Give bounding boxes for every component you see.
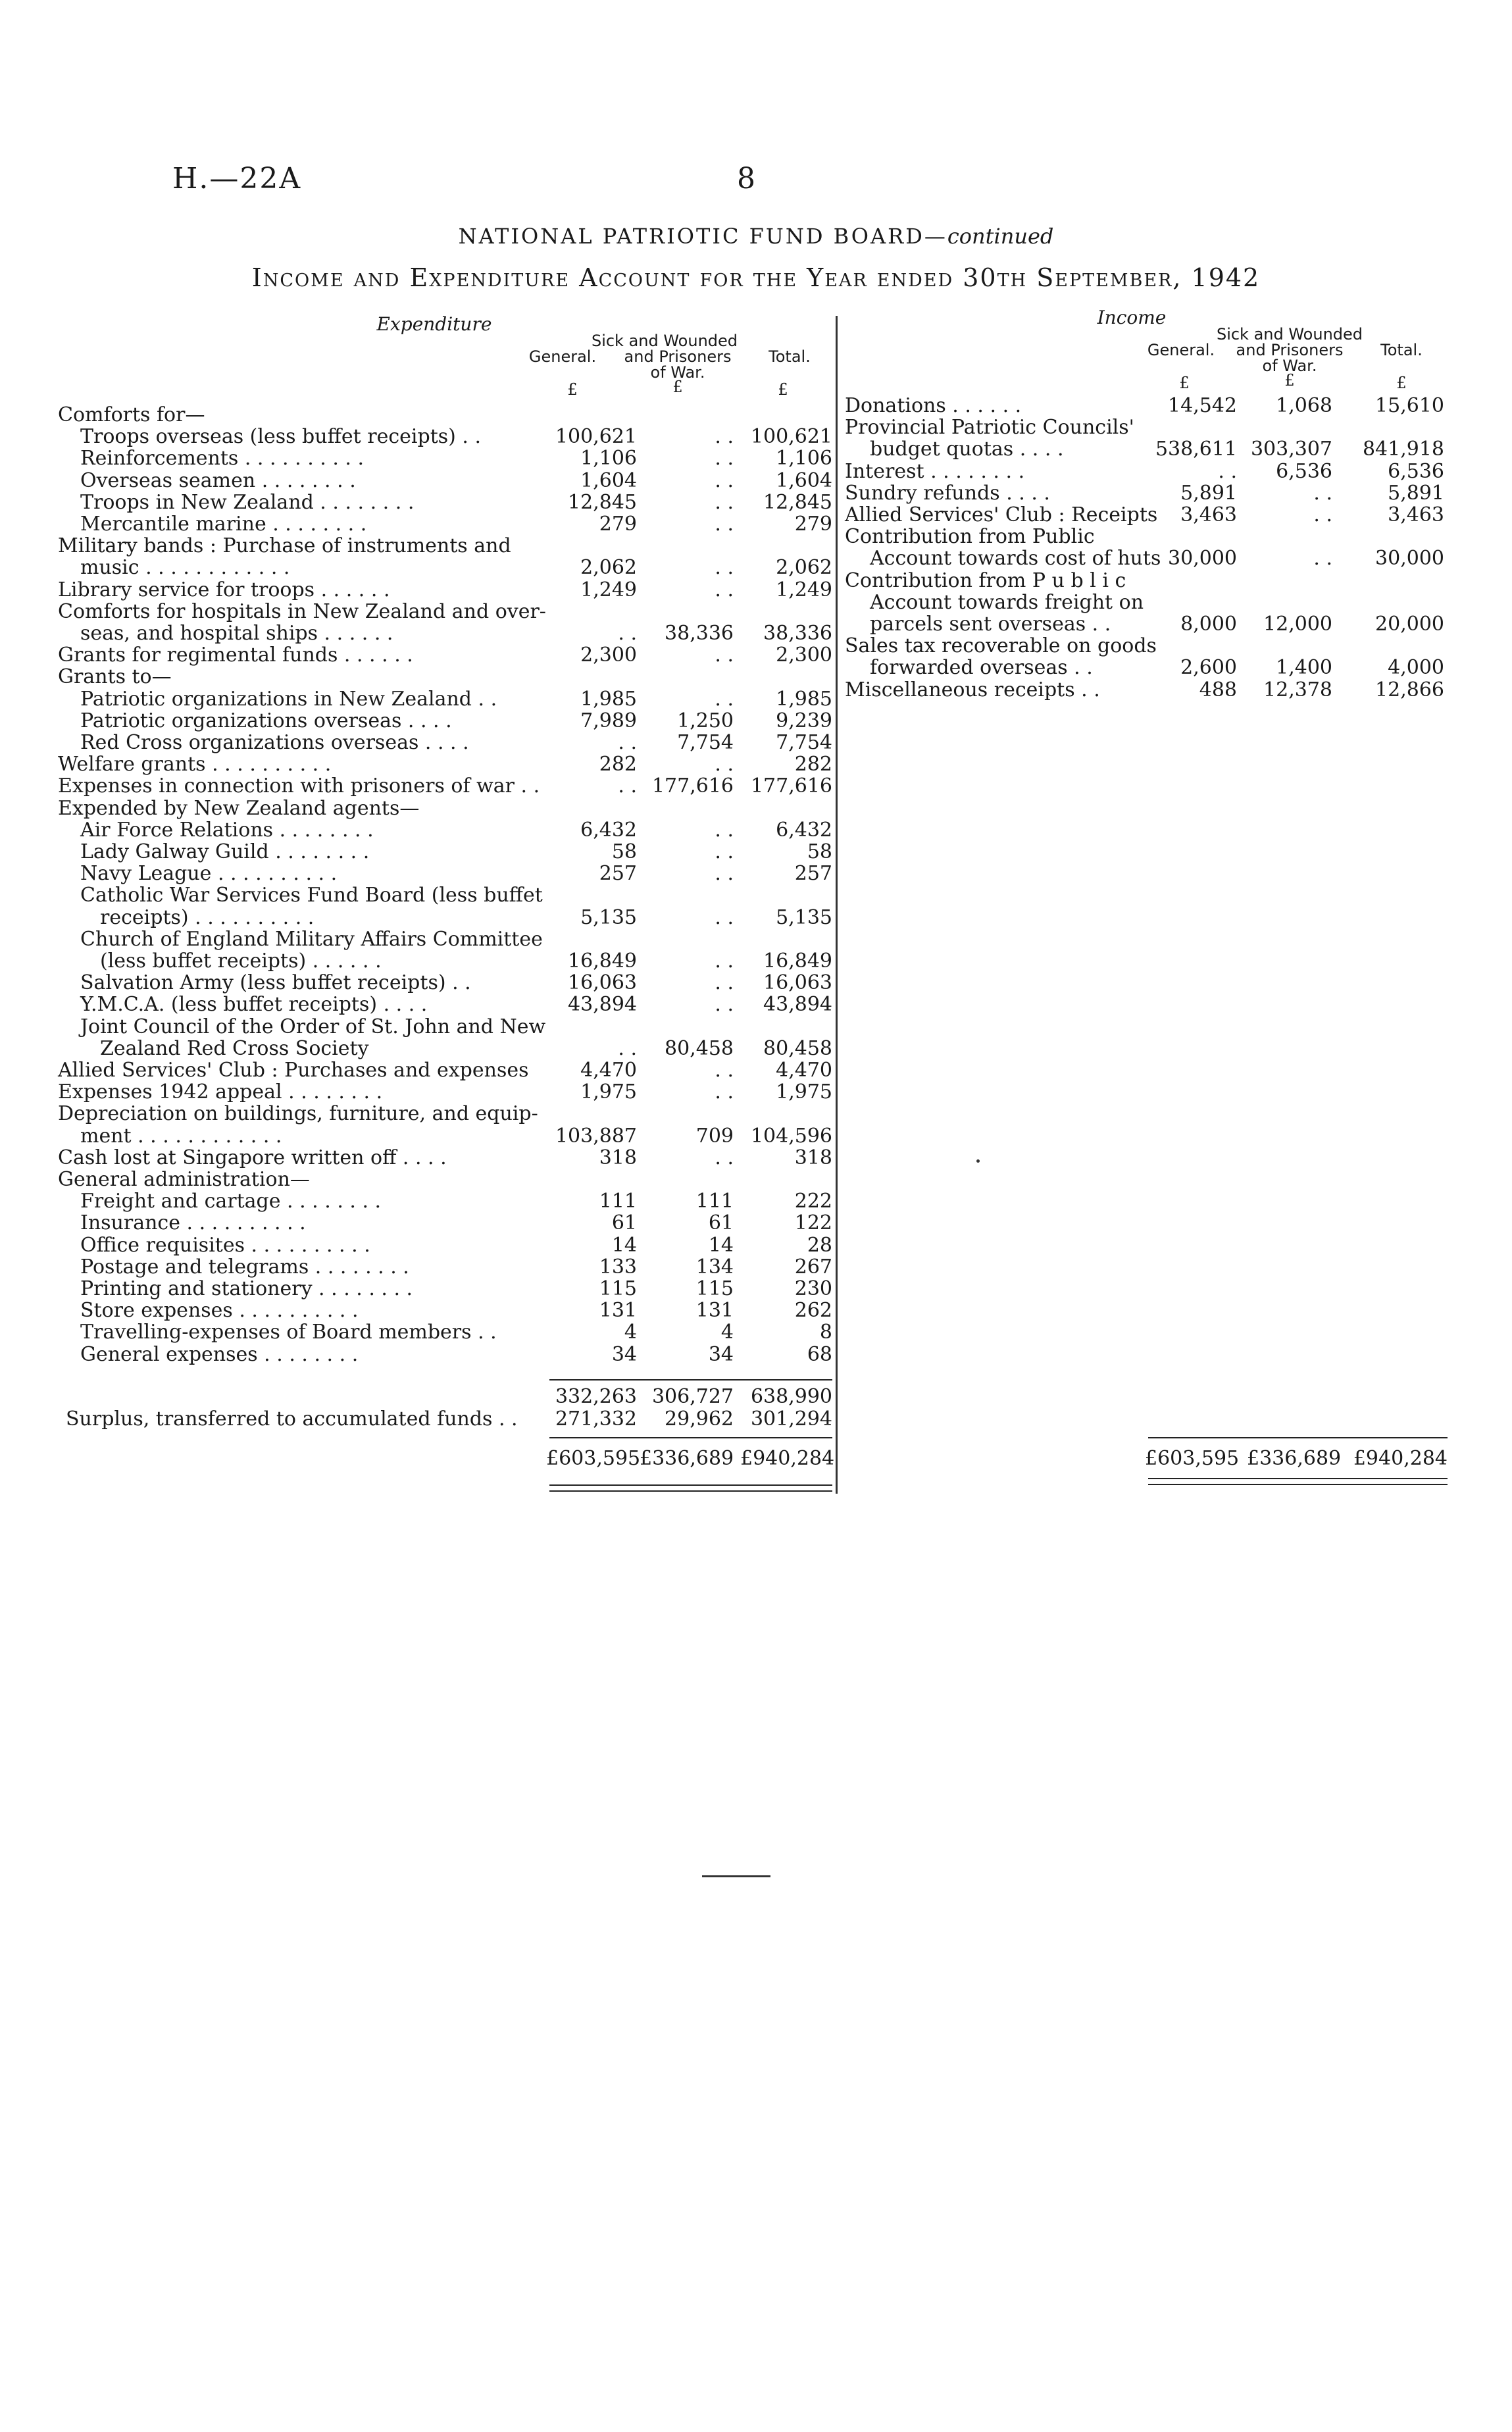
expenditure-cell-s: 134 (695, 1255, 734, 1279)
expenditure-cell-s: . . (715, 905, 734, 929)
expenditure-cell-s: . . (715, 1146, 734, 1169)
expenditure-cell-s: 177,616 (651, 774, 734, 798)
income-cell-t: 841,918 (1362, 438, 1444, 461)
inc-grand-total: £940,284 (1353, 1447, 1448, 1470)
closing-rule (702, 1875, 770, 1877)
expenditure-row-label: Postage and telegrams . . . . . . . . (80, 1255, 409, 1279)
expenditure-row-label: Cash lost at Singapore written off . . . . (58, 1146, 447, 1169)
inc-double-rule (1148, 1478, 1448, 1485)
expenditure-row-label: music . . . . . . . . . . . . (80, 556, 290, 580)
income-cell-t: 15,610 (1375, 394, 1444, 417)
expenditure-cell-g: 16,063 (568, 971, 637, 995)
expenditure-row-label: Expenses 1942 appeal . . . . . . . . (58, 1080, 383, 1104)
expenditure-row-label: Store expenses . . . . . . . . . . (80, 1299, 359, 1323)
expenditure-cell-s: . . (715, 971, 734, 995)
expenditure-cell-g: . . (618, 731, 637, 754)
expenditure-cell-t: 28 (807, 1233, 832, 1257)
expenditure-cell-s: . . (715, 513, 734, 536)
expenditure-cell-s: . . (715, 753, 734, 776)
expenditure-cell-t: 6,432 (776, 818, 832, 842)
expenditure-row-label: Travelling-expenses of Board members . . (80, 1321, 497, 1344)
page-number: 8 (737, 162, 755, 195)
expenditure-cell-s: . . (715, 950, 734, 973)
income-cell-s: 12,000 (1263, 613, 1332, 636)
inc-sick-header-3: of War. (1262, 357, 1317, 375)
expenditure-cell-g: 257 (599, 862, 637, 886)
exp-currency-sick: £ (672, 378, 683, 396)
expenditure-cell-t: 282 (794, 753, 832, 776)
expenditure-row-label: Troops in New Zealand . . . . . . . . (80, 490, 415, 514)
expenditure-cell-g: 61 (611, 1211, 637, 1235)
expenditure-row-label: General expenses . . . . . . . . (80, 1342, 359, 1366)
expenditure-cell-g: 2,300 (580, 644, 637, 667)
expenditure-cell-g: 1,249 (580, 578, 637, 601)
inc-currency-total: £ (1396, 374, 1407, 392)
income-cell-t: 5,891 (1388, 481, 1444, 505)
expenditure-cell-s: . . (715, 862, 734, 886)
exp-surplus-label: Surplus, transferred to accumulated funds . . (66, 1407, 518, 1431)
expenditure-cell-t: 122 (794, 1211, 832, 1235)
income-cell-g: 538,611 (1155, 438, 1237, 461)
income-cell-t: 12,866 (1375, 678, 1444, 701)
expenditure-row-label: receipts) . . . . . . . . . . (100, 905, 315, 929)
income-row-label: Miscellaneous receipts . . (845, 678, 1100, 701)
expenditure-cell-s: . . (715, 687, 734, 711)
expenditure-row-label: Overseas seamen . . . . . . . . (80, 469, 356, 492)
expenditure-row-label: Mercantile marine . . . . . . . . (80, 513, 367, 536)
expenditure-row-label: Patriotic organizations overseas . . . . (80, 709, 452, 732)
income-cell-t: 6,536 (1388, 459, 1444, 483)
expenditure-row-label: ment . . . . . . . . . . . . (80, 1124, 282, 1148)
expenditure-cell-t: 104,596 (750, 1124, 832, 1148)
income-row-label: Donations . . . . . . (845, 394, 1022, 417)
expenditure-cell-s: . . (715, 469, 734, 492)
exp-grand-general: £603,595 (546, 1447, 641, 1470)
expenditure-cell-g: 6,432 (580, 818, 637, 842)
expenditure-cell-g: 43,894 (568, 993, 637, 1017)
expenditure-row-label: Air Force Relations . . . . . . . . (80, 818, 374, 842)
expenditure-row-label: Troops overseas (less buffet receipts) . . (80, 425, 481, 449)
income-row-label: Account towards cost of huts (870, 547, 1161, 570)
inc-grand-sick: £336,689 (1247, 1447, 1342, 1470)
expenditure-cell-t: 43,894 (763, 993, 832, 1017)
board-title: NATIONAL PATRIOTIC FUND BOARD— (458, 224, 947, 249)
expenditure-row-label: Grants to— (58, 665, 172, 689)
expenditure-cell-t: 1,249 (776, 578, 832, 601)
income-row-label: Sundry refunds . . . . (845, 481, 1050, 505)
expenditure-row-label: Zealand Red Cross Society (100, 1036, 369, 1060)
income-row-label: Interest . . . . . . . . (845, 459, 1025, 483)
expenditure-row-label: Catholic War Services Fund Board (less buffet (80, 884, 543, 907)
expenditure-cell-g: 318 (599, 1146, 637, 1169)
expenditure-cell-s: 1,250 (677, 709, 734, 732)
expenditure-row-label: Reinforcements . . . . . . . . . . (80, 447, 365, 470)
expenditure-cell-s: 111 (695, 1190, 734, 1213)
income-cell-t: 20,000 (1375, 613, 1444, 636)
income-cell-s: . . (1313, 503, 1332, 526)
expenditure-cell-s: 14 (708, 1233, 734, 1257)
expenditure-cell-s: 38,336 (665, 622, 734, 645)
exp-surplus-general: 271,332 (555, 1407, 637, 1431)
income-row-label: Sales tax recoverable on goods (845, 634, 1157, 658)
income-row-label: Contribution from Public (845, 525, 1095, 549)
exp-total-header: Total. (769, 347, 811, 366)
expenditure-row-label: Comforts for hospitals in New Zealand and over- (58, 599, 546, 623)
expenditure-cell-s: . . (715, 1080, 734, 1104)
expenditure-cell-s: 34 (708, 1342, 734, 1366)
inc-sick-header-2: and Prisoners (1236, 341, 1344, 359)
expenditure-cell-t: 222 (794, 1190, 832, 1213)
expenditure-cell-g: 1,604 (580, 469, 637, 492)
exp-surplus-sick: 29,962 (665, 1407, 734, 1431)
expenditure-cell-t: 177,616 (750, 774, 832, 798)
expenditure-cell-s: 80,458 (665, 1036, 734, 1060)
income-cell-t: 4,000 (1388, 656, 1444, 680)
inc-currency-sick: £ (1284, 371, 1295, 390)
expenditure-cell-s: 7,754 (677, 731, 734, 754)
board-title-continued: continued (947, 224, 1054, 249)
income-cell-s: 303,307 (1250, 438, 1332, 461)
expenditure-cell-g: 58 (611, 840, 637, 863)
expenditure-row-label: Grants for regimental funds . . . . . . (58, 644, 413, 667)
expenditure-cell-t: 2,062 (776, 556, 832, 580)
expenditure-row-label: Comforts for— (58, 403, 205, 426)
income-row-label: forwarded overseas . . (870, 656, 1093, 680)
expenditure-cell-g: 2,062 (580, 556, 637, 580)
income-cell-s: 1,068 (1276, 394, 1332, 417)
expenditure-row-label: Office requisites . . . . . . . . . . (80, 1233, 370, 1257)
expenditure-cell-g: 282 (599, 753, 637, 776)
expenditure-cell-g: 1,985 (580, 687, 637, 711)
expenditure-cell-s: . . (715, 490, 734, 514)
expenditure-cell-g: 5,135 (580, 905, 637, 929)
expenditure-cell-t: 68 (807, 1342, 832, 1366)
inc-total-header: Total. (1380, 341, 1423, 359)
inc-total-rule (1148, 1437, 1448, 1438)
expenditure-cell-g: 111 (599, 1190, 637, 1213)
board-heading (0, 224, 1512, 249)
expenditure-row-label: Church of England Military Affairs Committee (80, 927, 543, 951)
income-cell-s: 6,536 (1276, 459, 1332, 483)
expenditure-row-label: Salvation Army (less buffet receipts) . . (80, 971, 471, 995)
expenditure-cell-t: 1,604 (776, 469, 832, 492)
expenditure-cell-g: 133 (599, 1255, 637, 1279)
expenditure-cell-s: . . (715, 644, 734, 667)
expenditure-cell-g: 4 (624, 1321, 637, 1344)
exp-currency-general: £ (567, 380, 578, 399)
expenditure-cell-t: 2,300 (776, 644, 832, 667)
expenditure-row-label: Depreciation on buildings, furniture, and equip- (58, 1102, 538, 1126)
income-cell-s: 12,378 (1263, 678, 1332, 701)
expenditure-cell-s: . . (715, 578, 734, 601)
income-title: Income (1097, 307, 1167, 328)
expenditure-cell-t: 1,985 (776, 687, 832, 711)
expenditure-cell-t: 100,621 (750, 425, 832, 449)
exp-subtotal-sick: 306,727 (651, 1385, 734, 1408)
income-cell-g: . . (1218, 459, 1237, 483)
income-row-label: parcels sent overseas . . (870, 613, 1111, 636)
income-cell-s: . . (1313, 481, 1332, 505)
expenditure-cell-t: 38,336 (763, 622, 832, 645)
expenditure-cell-g: 1,106 (580, 447, 637, 470)
expenditure-cell-g: 12,845 (568, 490, 637, 514)
expenditure-cell-s: 131 (695, 1299, 734, 1323)
expenditure-cell-t: 80,458 (763, 1036, 832, 1060)
exp-sick-header-1: Sick and Wounded (591, 332, 738, 350)
expenditure-cell-g: 7,989 (580, 709, 637, 732)
exp-subtotal-total: 638,990 (750, 1385, 832, 1408)
income-row-label: Account towards freight on (870, 590, 1144, 614)
expenditure-row-label: Patriotic organizations in New Zealand . . (80, 687, 497, 711)
inc-sick-header-1: Sick and Wounded (1216, 325, 1363, 343)
expenditure-cell-s: . . (715, 1059, 734, 1082)
expenditure-row-label: Insurance . . . . . . . . . . (80, 1211, 306, 1235)
expenditure-cell-g: . . (618, 1036, 637, 1060)
expenditure-cell-t: 279 (794, 513, 832, 536)
income-row-label: Allied Services' Club : Receipts (845, 503, 1158, 526)
expenditure-cell-t: 1,975 (776, 1080, 832, 1104)
expenditure-cell-t: 257 (794, 862, 832, 886)
inc-currency-general: £ (1179, 374, 1190, 392)
income-cell-g: 14,542 (1168, 394, 1237, 417)
expenditure-cell-t: 7,754 (776, 731, 832, 754)
expenditure-row-label: General administration— (58, 1168, 310, 1191)
expenditure-cell-t: 1,106 (776, 447, 832, 470)
expenditure-row-label: (less buffet receipts) . . . . . . (100, 950, 382, 973)
exp-subtotal-general: 332,263 (555, 1385, 637, 1408)
stray-mark (976, 1159, 980, 1163)
expenditure-row-label: Library service for troops . . . . . . (58, 578, 390, 601)
expenditure-row-label: Joint Council of the Order of St. John and New (80, 1015, 546, 1038)
expenditure-cell-g: 16,849 (568, 950, 637, 973)
expenditure-cell-g: 131 (599, 1299, 637, 1323)
expenditure-cell-t: 262 (794, 1299, 832, 1323)
expenditure-row-label: Expenses in connection with prisoners of war . . (58, 774, 540, 798)
expenditure-cell-s: . . (715, 425, 734, 449)
income-row-label: budget quotas . . . . (870, 438, 1064, 461)
expenditure-title: Expenditure (376, 313, 492, 335)
expenditure-cell-s: 709 (695, 1124, 734, 1148)
expenditure-cell-t: 9,239 (776, 709, 832, 732)
expenditure-row-label: Printing and stationery . . . . . . . . (80, 1277, 413, 1300)
expenditure-cell-t: 8 (819, 1321, 832, 1344)
expenditure-cell-s: 4 (720, 1321, 734, 1344)
exp-sick-header-3: of War. (650, 363, 705, 382)
exp-general-header: General. (528, 347, 597, 366)
expenditure-cell-g: 14 (611, 1233, 637, 1257)
page-reference: H.—22A (172, 162, 302, 195)
income-cell-s: 1,400 (1276, 656, 1332, 680)
expenditure-cell-g: 34 (611, 1342, 637, 1366)
expenditure-row-label: Y.M.C.A. (less buffet receipts) . . . . (80, 993, 428, 1017)
exp-grand-sick: £336,689 (640, 1447, 734, 1470)
expenditure-cell-g: 115 (599, 1277, 637, 1300)
expenditure-row-label: Allied Services' Club : Purchases and expenses (58, 1059, 529, 1082)
column-divider (836, 316, 838, 1494)
expenditure-cell-t: 4,470 (776, 1059, 832, 1082)
expenditure-row-label: Expended by New Zealand agents— (58, 796, 420, 820)
income-row-label: Provincial Patriotic Councils' (845, 416, 1134, 440)
income-cell-g: 3,463 (1180, 503, 1237, 526)
expenditure-cell-g: 100,621 (555, 425, 637, 449)
expenditure-cell-s: . . (715, 818, 734, 842)
expenditure-row-label: Military bands : Purchase of instruments and (58, 534, 511, 558)
expenditure-cell-g: 279 (599, 513, 637, 536)
expenditure-cell-g: 103,887 (555, 1124, 637, 1148)
income-cell-g: 30,000 (1168, 547, 1237, 570)
expenditure-row-label: Red Cross organizations overseas . . . . (80, 731, 469, 754)
expenditure-cell-t: 5,135 (776, 905, 832, 929)
expenditure-cell-t: 230 (794, 1277, 832, 1300)
expenditure-cell-t: 318 (794, 1146, 832, 1169)
income-cell-t: 3,463 (1388, 503, 1444, 526)
income-cell-t: 30,000 (1375, 547, 1444, 570)
expenditure-cell-t: 16,063 (763, 971, 832, 995)
expenditure-row-label: Welfare grants . . . . . . . . . . (58, 753, 332, 776)
exp-grand-total: £940,284 (740, 1447, 835, 1470)
expenditure-cell-t: 16,849 (763, 950, 832, 973)
income-cell-g: 2,600 (1180, 656, 1237, 680)
expenditure-cell-s: . . (715, 447, 734, 470)
exp-sick-header-2: and Prisoners (624, 347, 732, 366)
income-cell-g: 5,891 (1180, 481, 1237, 505)
expenditure-cell-g: 1,975 (580, 1080, 637, 1104)
expenditure-cell-g: . . (618, 622, 637, 645)
expenditure-cell-g: . . (618, 774, 637, 798)
expenditure-cell-t: 12,845 (763, 490, 832, 514)
expenditure-cell-t: 58 (807, 840, 832, 863)
exp-currency-total: £ (778, 380, 788, 399)
expenditure-cell-s: 115 (695, 1277, 734, 1300)
expenditure-row-label: Lady Galway Guild . . . . . . . . (80, 840, 370, 863)
expenditure-cell-t: 267 (794, 1255, 832, 1279)
income-cell-g: 488 (1199, 678, 1237, 701)
expenditure-cell-s: 61 (708, 1211, 734, 1235)
expenditure-row-label: Navy League . . . . . . . . . . (80, 862, 338, 886)
income-cell-g: 8,000 (1180, 613, 1237, 636)
exp-double-rule (549, 1484, 832, 1492)
inc-general-header: General. (1147, 341, 1215, 359)
income-cell-s: . . (1313, 547, 1332, 570)
expenditure-cell-s: . . (715, 556, 734, 580)
expenditure-cell-g: 4,470 (580, 1059, 637, 1082)
inc-grand-general: £603,595 (1145, 1447, 1240, 1470)
exp-surplus-total: 301,294 (750, 1407, 832, 1431)
expenditure-cell-s: . . (715, 840, 734, 863)
expenditure-row-label: seas, and hospital ships . . . . . . (80, 622, 393, 645)
exp-total-rule (549, 1437, 832, 1438)
income-row-label: Contribution from P u b l i c (845, 569, 1126, 592)
account-title: Income and Expenditure Account for the Year ended 30th September, 1942 (251, 263, 1261, 292)
exp-subtotal-rule (549, 1379, 832, 1381)
expenditure-row-label: Freight and cartage . . . . . . . . (80, 1190, 382, 1213)
expenditure-cell-s: . . (715, 993, 734, 1017)
